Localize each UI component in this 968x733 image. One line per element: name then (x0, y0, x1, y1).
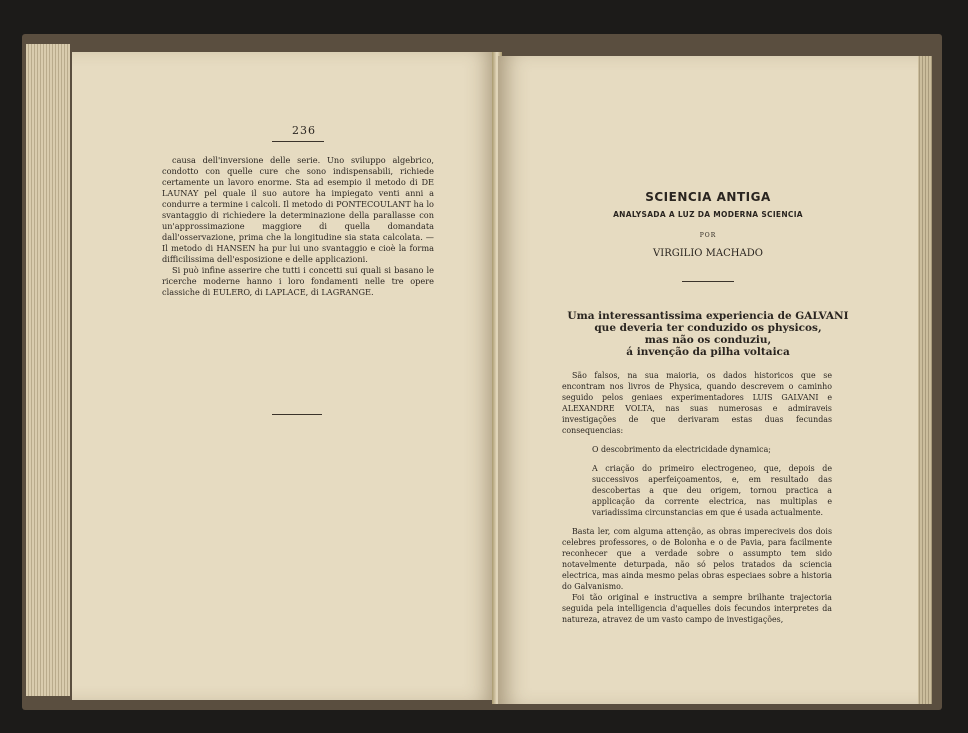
heading-line: mas não os conduziu, (644, 334, 772, 346)
article-author: VIRGILIO MACHADO (653, 248, 763, 259)
heading-line: á invenção da pilha voltaica (626, 346, 790, 358)
page-number-rule (272, 141, 324, 142)
article-subtitle: ANALYSADA A LUZ DA MODERNA SCIENCIA (613, 210, 803, 219)
author-rule (682, 281, 734, 282)
page-number: 236 (292, 124, 316, 137)
heading-line: Uma interessantissima experiencia de GALVANI (567, 310, 849, 322)
byline-por: POR (699, 232, 717, 239)
right-page (498, 56, 918, 704)
section-heading (498, 310, 918, 358)
right-page-body (562, 370, 832, 625)
right-paragraph-2: Basta ler, com alguma attenção, as obras impereciveis dos dois celebres professores, o de Bolonha e o de Pavia, para facilmente reconhecer que a verdade sobre o assumpto tem sido notavelmente deturpada, não só pelos tratados da sciencia electrica, mas ainda mesmo pelas obras especiaes sobre a historia do Galvanismo. (562, 527, 832, 591)
right-paragraph-1: São falsos, na sua maioria, os dados historicos que se encontram nos livros de Physica, quando descrevem o caminho seguido pelos geniaes experimentadores LUIS GALVANI e ALEXANDRE VOLTA, nas suas numerosas e admiraveis investigações de que derivaram estas duas fecundas consequencias: (562, 371, 832, 435)
left-paragraph-1: causa dell'inversione delle serie. Uno sviluppo algebrico, condotto con quelle cure che sono indispensabili, richiede certamente un lavoro enorme. Sta ad esempio il metodo di DE LAUNAY pel quale il suo autore ha impiegato venti anni a condurre a termine i calcoli. Il metodo di PONTECOULANT ha lo svantaggio di richiedere la determinazione della parallasse con un'approssimazione maggiore di quella domandata dall'osservazione, prima che la longitudine sia stata calcolata. — Il metodo di HANSEN ha pur lui uno svantaggio e cioè la forma difficilissima dell'esposizione e delle applicazioni. (162, 155, 434, 264)
right-paragraph-3: Foi tão original e instructiva a sempre brilhante trajectoria seguida pela intelligencia d'aquelles dois fecundos interpretes da natureza, atravez de um vasto campo de investigações, (562, 593, 832, 624)
article-title: SCIENCIA ANTIGA (645, 190, 771, 204)
heading-line: que deveria ter conduzido os physicos, (594, 322, 822, 334)
section-end-rule (272, 414, 322, 415)
list-item-2: A criação do primeiro electrogeneo, que, depois de successivos aperfeiçoamentos, e, em resultado das descobertas a que deu origem, tornou practica a applicação da corrente electrica, nas multiplas e variadissima circunstancias em que é usada actualmente. (592, 464, 832, 517)
left-page (72, 52, 496, 700)
left-page-body (162, 155, 434, 298)
list-item-1: O descobrimento da electricidade dynamica; (592, 445, 771, 454)
left-paragraph-2: Si può infine asserire che tutti i concetti sui quali si basano le ricerche moderne hanno i loro fondamenti nelle tre opere classiche di EULERO, di LAPLACE, di LAGRANGE. (162, 265, 434, 297)
page-edges-left (26, 44, 70, 696)
